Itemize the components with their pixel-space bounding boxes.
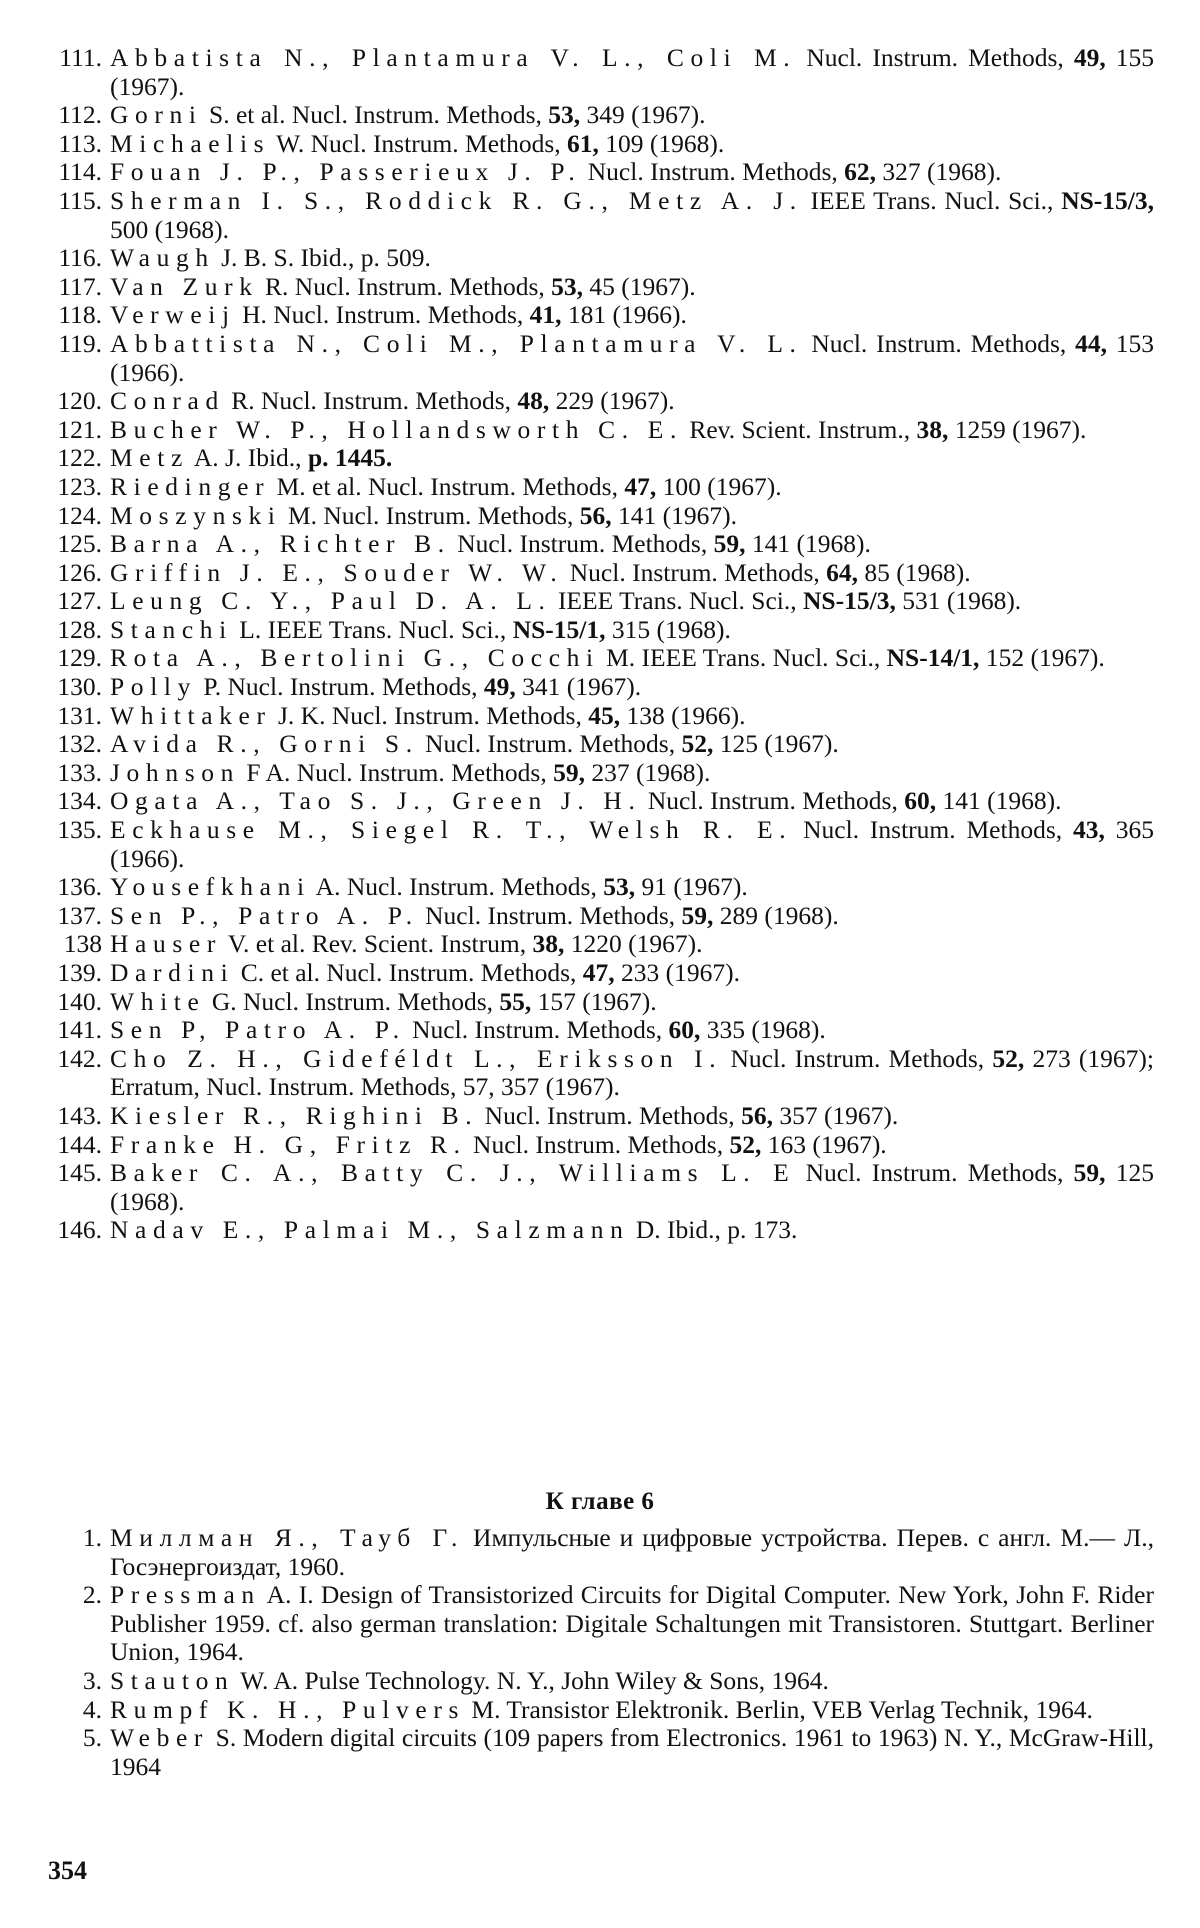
reference-authors: Avida R., Gorni S. (110, 729, 419, 759)
reference-volume: 62, (844, 157, 877, 187)
reference-number: 135. (57, 815, 102, 845)
reference-authors: Polly (110, 672, 198, 702)
reference-pages: 85 (1968). (858, 557, 971, 587)
reference-text (110, 44, 1154, 101)
reference-volume: 55, (499, 986, 532, 1016)
reference-item (44, 616, 1154, 645)
reference-volume: 60, (668, 1015, 701, 1045)
reference-volume: 48, (517, 386, 550, 416)
reference-number: 139. (57, 958, 102, 987)
reference-pages: 233 (1967). (614, 958, 741, 987)
reference-volume: 49, (1073, 43, 1106, 72)
reference-details: Импульсные и цифровые устройства. Перев. с англ. М.— Л., Госэнергоиздат, 1960. (110, 1523, 1154, 1581)
reference-authors: Nadav E., Palmai M., Salzmann (110, 1215, 630, 1245)
reference-volume: 53, (551, 271, 584, 301)
reference-source: J. B. S. Ibid., p. 509. (214, 243, 431, 273)
reference-volume: NS-14/1, (886, 643, 980, 673)
chapter-reference-item (44, 1524, 1154, 1581)
reference-number: 137. (57, 900, 102, 930)
reference-pages: 45 (1967). (583, 271, 696, 301)
reference-number: 131. (57, 700, 102, 730)
reference-text (110, 930, 1154, 959)
reference-text (110, 1216, 1154, 1245)
reference-item (44, 673, 1154, 702)
reference-authors: Hauser (110, 929, 222, 959)
reference-source: Nucl. Instrum. Methods, (802, 328, 1076, 358)
reference-text (110, 730, 1154, 759)
chapter-heading: К главе 6 (545, 1488, 655, 1515)
reference-number: 113. (58, 128, 102, 158)
reference-text (110, 759, 1154, 788)
reference-number: 2. (82, 1580, 102, 1610)
reference-source: IEEE Trans. Nucl. Sci., (551, 586, 804, 616)
reference-item (44, 1159, 1154, 1216)
reference-volume: 38, (532, 929, 565, 959)
reference-text (110, 473, 1154, 502)
reference-volume: NS-15/1, (512, 614, 606, 644)
reference-source: S. et al. Nucl. Instrum. Methods, (202, 100, 549, 130)
reference-number: 114. (58, 157, 102, 187)
reference-volume: 52, (681, 729, 714, 759)
reference-item (44, 158, 1154, 187)
reference-number: 132. (57, 729, 102, 759)
reference-authors: Van Zurk (110, 271, 259, 301)
reference-number: 130. (57, 672, 102, 702)
reference-authors: Bucher W. P., Hollandsworth C. E. (110, 414, 683, 444)
reference-text (110, 559, 1154, 588)
reference-text (110, 1696, 1154, 1725)
reference-item (44, 301, 1154, 330)
reference-source: A. Nucl. Instrum. Methods, (310, 872, 604, 902)
reference-item (44, 988, 1154, 1017)
reference-pages: 341 (1967). (515, 672, 642, 702)
reference-source: P. Nucl. Instrum. Methods, (197, 672, 484, 702)
reference-text (110, 1045, 1154, 1102)
reference-source: Nucl. Instrum. Methods, (581, 157, 845, 187)
reference-text (110, 158, 1154, 187)
reference-text (110, 1102, 1154, 1131)
reference-pages: 181 (1966). (561, 300, 687, 330)
reference-source: D. Ibid., p. 173. (629, 1215, 798, 1245)
reference-volume: p. 1445. (307, 443, 393, 473)
reference-pages: 141 (1968). (745, 529, 871, 559)
reference-volume: 59, (681, 900, 714, 930)
chapter-reference-item (44, 1667, 1154, 1696)
reference-authors: Whittaker (110, 700, 272, 730)
reference-volume: 43, (1073, 815, 1105, 845)
reference-pages: 152 (1967). (979, 643, 1105, 673)
reference-text (110, 673, 1154, 702)
reference-text (110, 387, 1154, 416)
reference-details: A. I. Design of Transistorized Circuits for Digital Computer. New York, John F. Rider Publisher 1959. cf. also german translation: Digitale Schaltungen mit Transistoren. Stuttgart. Berliner Union, 1964. (110, 1580, 1154, 1667)
reference-text (110, 444, 1154, 473)
reference-volume: 53, (548, 100, 581, 130)
reference-item (44, 1131, 1154, 1160)
reference-number: 146. (57, 1215, 102, 1245)
chapter-reference-list (44, 1524, 1154, 1781)
reference-item (44, 816, 1154, 873)
reference-authors: Fouan J. P., Passerieux J. P. (110, 157, 582, 187)
reference-authors: Cho Z. H., Gideféldt L., Eriksson I. (110, 1043, 723, 1073)
reference-source: W. Nucl. Instrum. Methods, (270, 128, 568, 158)
reference-volume: 61, (567, 128, 599, 158)
reference-number: 120. (57, 386, 102, 416)
reference-authors: Stanchi (110, 614, 233, 644)
reference-source: J. K. Nucl. Instrum. Methods, (271, 700, 589, 730)
reference-volume: 41, (529, 300, 562, 330)
reference-volume: 59, (1073, 1158, 1106, 1188)
reference-number: 119. (58, 328, 102, 358)
reference-authors: Metz (110, 443, 189, 473)
reference-number: 123. (57, 471, 102, 501)
reference-volume: 52, (992, 1043, 1025, 1073)
reference-source: R. Nucl. Instrum. Methods, (258, 271, 552, 301)
reference-pages: 357 (1967). (772, 1100, 899, 1130)
reference-pages: 315 (1968). (605, 614, 731, 644)
reference-source: L. IEEE Trans. Nucl. Sci., (232, 614, 513, 644)
reference-authors: Rota A., Bertolini G., Cocchi (110, 643, 600, 673)
reference-item (44, 444, 1154, 473)
reference-item (44, 330, 1154, 387)
reference-authors: Conrad (110, 386, 225, 416)
reference-number: 122. (57, 443, 102, 473)
reference-item (44, 130, 1154, 159)
reference-pages: 141 (1967). (611, 500, 738, 530)
reference-item (44, 1016, 1154, 1045)
reference-text (110, 1724, 1154, 1781)
reference-source: M. IEEE Trans. Nucl. Sci., (599, 643, 887, 673)
reference-authors: Sen P., Patro A. P. (110, 900, 419, 930)
reference-pages: 365 (1966). (110, 815, 1155, 873)
reference-source: Nucl. Instrum. Methods, (466, 1129, 730, 1159)
reference-text (110, 416, 1154, 445)
reference-item (44, 759, 1154, 788)
reference-volume: NS-15/3, (1061, 185, 1155, 215)
reference-text (110, 1524, 1154, 1581)
reference-text (110, 816, 1154, 873)
reference-authors: Abbatista N., Plantamura V. L., Coli M. (110, 43, 797, 72)
reference-source: Rev. Scient. Instrum., (682, 414, 917, 444)
reference-volume: 59, (553, 757, 585, 787)
reference-text (110, 902, 1154, 931)
reference-text (110, 787, 1154, 816)
reference-source: M. Nucl. Instrum. Methods, (281, 500, 580, 530)
reference-pages: 229 (1967). (549, 386, 675, 416)
reference-source: Nucl. Instrum. Methods, (418, 900, 682, 930)
reference-source: Nucl. Instrum. Methods, (418, 729, 682, 759)
reference-item (44, 244, 1154, 273)
reference-number: 4. (82, 1694, 102, 1724)
reference-authors: Ogata A., Tao S. J., Green J. H. (110, 786, 642, 816)
reference-pages: 237 (1968). (584, 757, 711, 787)
reference-number: 121. (57, 414, 102, 444)
reference-item (44, 502, 1154, 531)
reference-volume: 52, (729, 1129, 762, 1159)
reference-number: 141. (57, 1015, 102, 1045)
reference-text (110, 130, 1154, 159)
reference-item (44, 101, 1154, 130)
reference-source: A. J. Ibid., (188, 443, 308, 473)
reference-number: 133. (57, 757, 102, 787)
reference-item (44, 44, 1154, 101)
reference-text (110, 502, 1154, 531)
reference-number: 145. (57, 1158, 102, 1188)
reference-number: 144. (57, 1129, 102, 1159)
reference-number: 118. (58, 300, 102, 330)
reference-pages: 91 (1967). (635, 872, 748, 902)
reference-volume: 45, (588, 700, 621, 730)
reference-volume: 56, (579, 500, 612, 530)
reference-authors: Sherman I. S., Roddick R. G., Metz A. J. (110, 185, 803, 215)
reference-volume: 44, (1075, 328, 1107, 358)
reference-source: Nucl. Instrum. Methods, (563, 557, 827, 587)
reference-pages: 500 (1968). (110, 214, 229, 244)
reference-authors: Waugh (110, 243, 215, 273)
page-number: 354 (48, 1856, 87, 1885)
reference-source: M. et al. Nucl. Instrum. Methods, (270, 471, 625, 501)
reference-number: 111. (59, 43, 102, 72)
reference-text (110, 187, 1154, 244)
reference-source: Nucl. Instrum. Methods, (405, 1015, 669, 1045)
reference-number: 116. (58, 243, 102, 273)
reference-text (110, 702, 1154, 731)
chapter-reference-item (44, 1581, 1154, 1667)
reference-item (44, 702, 1154, 731)
reference-authors: Dardini (110, 958, 235, 987)
reference-text (110, 301, 1154, 330)
reference-pages: 125 (1968). (110, 1158, 1154, 1216)
reference-authors: Verweij (110, 300, 236, 330)
reference-authors: Moszynski (110, 500, 282, 530)
reference-number: 125. (57, 529, 102, 559)
reference-number: 129. (57, 643, 102, 673)
reference-number: 126. (57, 557, 102, 587)
reference-pages: 153 (1966). (110, 328, 1154, 387)
reference-authors: Johnson (110, 757, 241, 787)
reference-item (44, 587, 1154, 616)
reference-source: IEEE Trans. Nucl. Sci., (802, 185, 1062, 215)
reference-item (44, 730, 1154, 759)
chapter-reference-item (44, 1696, 1154, 1725)
reference-authors: Kiesler R., Righini B. (110, 1100, 479, 1130)
reference-authors: Eckhause M., Siegel R. T., Welsh R. E. (110, 815, 793, 845)
reference-volume: 53, (603, 872, 636, 902)
reference-number: 5. (82, 1723, 102, 1753)
reference-volume: 38, (916, 414, 949, 444)
reference-pages: 327 (1968). (876, 157, 1002, 187)
reference-authors: Barna A., Richter B. (110, 529, 451, 559)
reference-volume: 47, (624, 471, 657, 501)
reference-authors: Baker C. A., Batty C. J., Williams L. E (110, 1158, 796, 1188)
reference-number: 136. (57, 872, 102, 902)
reference-volume: 60, (904, 786, 937, 816)
reference-number: 142. (57, 1043, 102, 1073)
reference-item (44, 559, 1154, 588)
reference-text (110, 988, 1154, 1017)
reference-authors: Stauton (110, 1665, 235, 1695)
reference-pages: 109 (1968). (598, 128, 725, 158)
reference-item (44, 187, 1154, 244)
reference-source: G. Nucl. Instrum. Methods, (205, 986, 500, 1016)
reference-item (44, 416, 1154, 445)
reference-text (110, 873, 1154, 902)
reference-text (110, 530, 1154, 559)
reference-text (110, 1581, 1154, 1667)
reference-list (44, 44, 1154, 1245)
reference-number: 3. (82, 1665, 102, 1695)
reference-number: 134. (57, 786, 102, 816)
reference-source: Nucl. Instrum. Methods, (478, 1100, 742, 1130)
reference-item (44, 1102, 1154, 1131)
reference-item (44, 787, 1154, 816)
reference-item (44, 873, 1154, 902)
reference-item (44, 387, 1154, 416)
reference-pages: 531 (1968). (895, 586, 1022, 616)
reference-source: Nucl. Instrum. Methods, (450, 529, 714, 559)
reference-source: Nucl. Instrum. Methods, (641, 786, 905, 816)
reference-pages: 138 (1966). (620, 700, 746, 730)
reference-volume: 56, (741, 1100, 773, 1130)
reference-source: C. et al. Nucl. Instrum. Methods, (234, 958, 583, 987)
reference-pages: 157 (1967). (531, 986, 657, 1016)
reference-pages: 335 (1968). (700, 1015, 826, 1045)
reference-pages: 273 (1967); Erratum, Nucl. Instrum. Methods, 57, 357 (1967). (110, 1043, 1154, 1102)
reference-source: Nucl. Instrum. Methods, (795, 1158, 1074, 1188)
reference-text (110, 1667, 1154, 1696)
reference-authors: Миллман Я., Тауб Г. (110, 1523, 465, 1552)
reference-pages: 141 (1968). (936, 786, 1062, 816)
reference-pages: 100 (1967). (656, 471, 782, 501)
reference-item (44, 530, 1154, 559)
reference-number: 124. (57, 500, 102, 530)
reference-authors: White (110, 986, 206, 1016)
reference-text (110, 587, 1154, 616)
reference-authors: Michaelis (110, 128, 271, 158)
reference-authors: Gorni (110, 100, 203, 130)
reference-authors: Franke H. G, Fritz R. (110, 1129, 467, 1159)
reference-pages: 163 (1967). (761, 1129, 887, 1159)
reference-item (44, 273, 1154, 302)
reference-authors: Rumpf K. H., Pulvers (110, 1694, 466, 1724)
reference-item (44, 902, 1154, 931)
reference-source: Nucl. Instrum. Methods, (792, 815, 1074, 845)
reference-pages: 155 (1967). (110, 43, 1154, 101)
reference-authors: Yousefkhani (110, 872, 311, 902)
reference-volume: NS-15/3, (803, 586, 896, 616)
reference-authors: Sen P, Patro A. P. (110, 1015, 406, 1045)
reference-text (110, 1016, 1154, 1045)
reference-volume: 47, (582, 958, 615, 987)
reference-number: 127. (57, 586, 102, 616)
reference-text (110, 616, 1154, 645)
reference-source: Nucl. Instrum. Methods, (796, 43, 1074, 72)
reference-pages: 349 (1967). (580, 100, 706, 130)
reference-text (110, 1131, 1154, 1160)
reference-authors: Weber (110, 1723, 210, 1753)
reference-item (44, 959, 1154, 988)
reference-text (110, 244, 1154, 273)
reference-text (110, 1159, 1154, 1216)
reference-text (110, 644, 1154, 673)
reference-authors: Abbattista N., Coli M., Plantamura V. L. (110, 328, 803, 358)
reference-item (44, 644, 1154, 673)
reference-number: 115. (58, 185, 102, 215)
reference-text (110, 330, 1154, 387)
reference-item (44, 473, 1154, 502)
reference-volume: 64, (826, 557, 859, 587)
reference-item (44, 930, 1154, 959)
reference-text (110, 959, 1154, 988)
reference-item (44, 1045, 1154, 1102)
reference-authors: Pressman (110, 1580, 261, 1610)
reference-source: V. et al. Rev. Scient. Instrum, (222, 929, 533, 959)
reference-number: 140. (57, 986, 102, 1016)
reference-pages: 1259 (1967). (948, 414, 1087, 444)
reference-number: 138 (63, 929, 102, 959)
reference-authors: Leung C. Y., Paul D. A. L. (110, 586, 552, 616)
reference-source: R. Nucl. Instrum. Methods, (224, 386, 518, 416)
reference-source: Nucl. Instrum. Methods, (722, 1043, 993, 1073)
reference-number: 143. (57, 1100, 102, 1130)
reference-number: 112. (58, 100, 102, 130)
reference-details: W. A. Pulse Technology. N. Y., John Wiley & Sons, 1964. (234, 1665, 829, 1695)
reference-authors: Griffin J. E., Souder W. W. (110, 557, 564, 587)
reference-number: 1. (82, 1523, 102, 1552)
reference-item (44, 1216, 1154, 1245)
reference-volume: 49, (483, 672, 516, 702)
chapter-reference-item (44, 1724, 1154, 1781)
reference-pages: 125 (1967). (713, 729, 839, 759)
reference-text (110, 101, 1154, 130)
reference-source: H. Nucl. Instrum. Methods, (235, 300, 530, 330)
reference-authors: Riedinger (110, 471, 271, 501)
reference-number: 117. (58, 271, 102, 301)
reference-details: S. Modern digital circuits (109 papers from Electronics. 1961 to 1963) N. Y., McGraw-Hill, 1964 (110, 1723, 1154, 1781)
reference-details: M. Transistor Elektronik. Berlin, VEB Verlag Technik, 1964. (465, 1694, 1093, 1724)
reference-pages: 289 (1968). (713, 900, 839, 930)
reference-pages: 1220 (1967). (564, 929, 703, 959)
reference-volume: 59, (713, 529, 746, 559)
reference-source: F A. Nucl. Instrum. Methods, (240, 757, 554, 787)
reference-number: 128. (57, 614, 102, 644)
reference-text (110, 273, 1154, 302)
